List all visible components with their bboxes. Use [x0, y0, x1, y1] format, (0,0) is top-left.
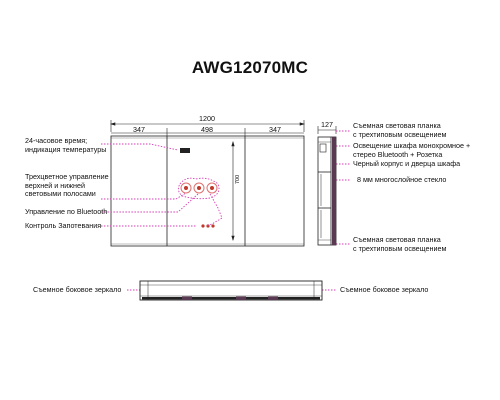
label-black-body: Черный корпус и дверца шкафа: [353, 159, 461, 168]
dim-depth: 127: [321, 120, 333, 129]
label-clock: 24-часовое время; индикация температуры: [25, 136, 107, 154]
label-tricolor: Трехцветное управление верхней и нижней световыми полосами: [25, 172, 109, 199]
label-right-mirror: Съемное боковое зеркало: [340, 285, 429, 294]
label-bluetooth: Управление по Bluetooth: [25, 207, 108, 216]
dim-left-width: 347: [133, 125, 145, 134]
dim-center-width: 498: [201, 125, 213, 134]
label-glass: 8 мм многослойное стекло: [357, 175, 447, 184]
label-bottom-strip: Съемная световая планка с трехтиповым освещением: [353, 235, 447, 253]
dim-inner-height: 700: [235, 174, 241, 184]
label-antifog: Контроль Запотевания: [25, 221, 102, 230]
label-left-mirror: Съемное боковое зеркало: [33, 285, 122, 294]
page-title: AWG12070MC: [191, 58, 309, 77]
dim-total-width: 1200: [199, 114, 215, 123]
bottom-door-bar: [142, 297, 320, 299]
dim-right-width: 347: [269, 125, 281, 134]
label-cabinet-light: Освещение шкафа монохромное + стерео Bluetooth + Розетка: [353, 141, 471, 159]
clock-display: [180, 148, 190, 153]
side-door: [332, 137, 336, 245]
callout-lines: [101, 131, 350, 290]
socket: [320, 144, 326, 152]
touch-buttons: [181, 183, 217, 228]
label-top-strip: Съемная световая планка с трехтиповым освещением: [353, 121, 447, 139]
